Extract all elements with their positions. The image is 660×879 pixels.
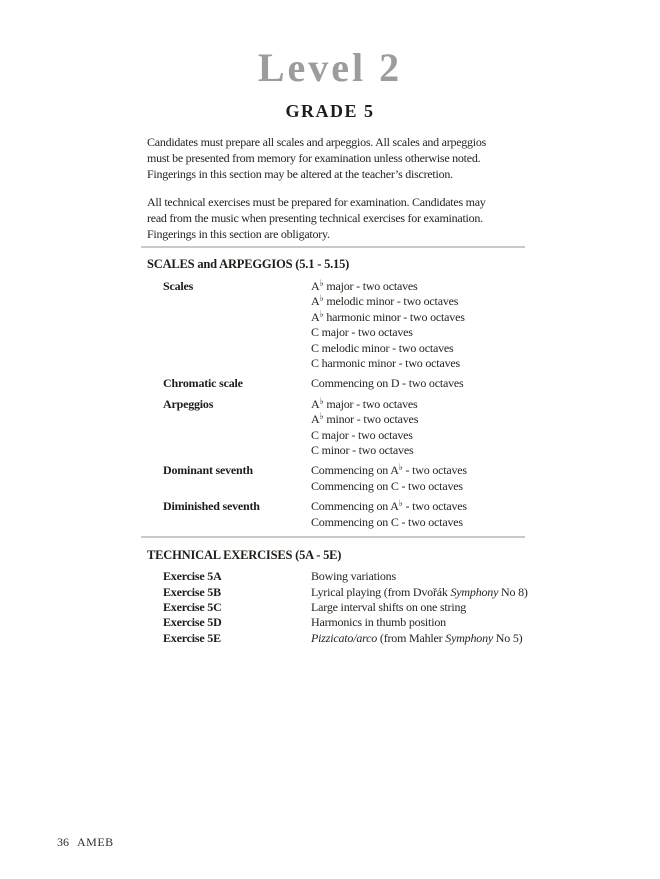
syllabus-row-exercise-5b [147, 584, 528, 600]
requirement-item: Commencing on D - two octaves [311, 376, 464, 391]
row-items [311, 600, 525, 615]
requirement-item: A♭ minor - two octaves [311, 411, 419, 427]
page-content [147, 134, 528, 646]
row-label: Dominant seventh [163, 463, 253, 478]
level-title: Level 2 [257, 45, 403, 90]
row-items [311, 569, 525, 584]
paragraph-line: must be presented from memory for examination unless otherwise noted. [147, 151, 481, 165]
row-label: Scales [163, 279, 194, 293]
syllabus-row-exercise-5d [147, 615, 525, 630]
requirement-item: Commencing on A♭ - two octaves [311, 462, 467, 478]
syllabus-row-exercise-5a [147, 569, 525, 584]
requirement-item: C major - two octaves [311, 325, 413, 340]
paragraph-line: All technical exercises must be prepared for examination. Candidates may [147, 195, 486, 209]
page-number: 36 [57, 835, 69, 849]
section-divider [141, 536, 525, 538]
paragraph-line: read from the music when presenting technical exercises for examination. [147, 211, 483, 225]
paragraph-line: Fingerings in this section are obligatory. [147, 227, 330, 241]
syllabus-row-arpeggios [147, 397, 525, 459]
row-label: Exercise 5A [163, 569, 222, 584]
row-label: Arpeggios [163, 396, 214, 411]
paragraph-line: Candidates must prepare all scales and arpeggios. All scales and arpeggios [147, 135, 487, 149]
requirement-item: A♭ melodic minor - two octaves [311, 293, 459, 309]
row-items [311, 499, 525, 530]
requirement-item: Large interval shifts on one string [311, 599, 467, 614]
row-label: Exercise 5E [163, 630, 221, 645]
row-label: Chromatic scale [163, 376, 243, 391]
page-footer [57, 835, 114, 849]
row-label: Exercise 5C [163, 599, 222, 614]
syllabus-row-scales [147, 279, 525, 371]
requirement-item: C minor - two octaves [311, 443, 414, 458]
intro-paragraph-technical [147, 194, 525, 242]
requirement-item: Commencing on C - two octaves [311, 478, 463, 493]
requirement-item: A♭ major - two octaves [311, 278, 418, 293]
requirement-item: C major - two octaves [311, 427, 413, 442]
row-label: Diminished seventh [163, 499, 260, 514]
intro-paragraph-scales [147, 134, 525, 182]
section-heading: SCALES and ARPEGGIOS (5.1 - 5.15) [147, 257, 350, 271]
row-items [311, 615, 525, 630]
grade-title: GRADE 5 [285, 101, 375, 121]
requirement-item: C melodic minor - two octaves [311, 340, 454, 355]
row-label: Exercise 5D [163, 615, 222, 630]
section-divider [141, 246, 525, 248]
requirement-item: Commencing on A♭ - two octaves [311, 498, 467, 514]
row-items [311, 631, 525, 646]
requirement-item: Harmonics in thumb position [311, 615, 446, 630]
requirement-item: Pizzicato/arco (from Mahler Symphony No 5) [311, 630, 523, 645]
paragraph-line: Fingerings in this section may be altered at the teacher’s discretion. [147, 167, 453, 181]
row-items [311, 279, 525, 371]
row-items [311, 585, 528, 600]
section-heading: TECHNICAL EXERCISES (5A - 5E) [147, 548, 342, 563]
row-items [311, 463, 525, 494]
row-items [311, 376, 525, 391]
syllabus-row-exercise-5e [147, 631, 525, 646]
publisher-name: AMEB [77, 835, 114, 849]
requirement-item: Commencing on C - two octaves [311, 514, 463, 529]
section-scales-arpeggios [147, 257, 525, 530]
syllabus-row-dominant-seventh [147, 463, 525, 494]
requirement-item: Bowing variations [311, 569, 396, 584]
requirement-item: C harmonic minor - two octaves [311, 356, 460, 371]
section-technical-exercises [147, 548, 528, 646]
syllabus-row-diminished-seventh [147, 499, 525, 530]
requirement-item: A♭ major - two octaves [311, 395, 418, 411]
row-label: Exercise 5B [163, 584, 221, 599]
row-items [311, 397, 525, 459]
requirement-item: A♭ harmonic minor - two octaves [311, 308, 465, 324]
syllabus-row-exercise-5c [147, 600, 525, 615]
requirement-item: Lyrical playing (from Dvořák Symphony No 8) [311, 584, 528, 599]
syllabus-row-chromatic-scale [147, 376, 525, 391]
